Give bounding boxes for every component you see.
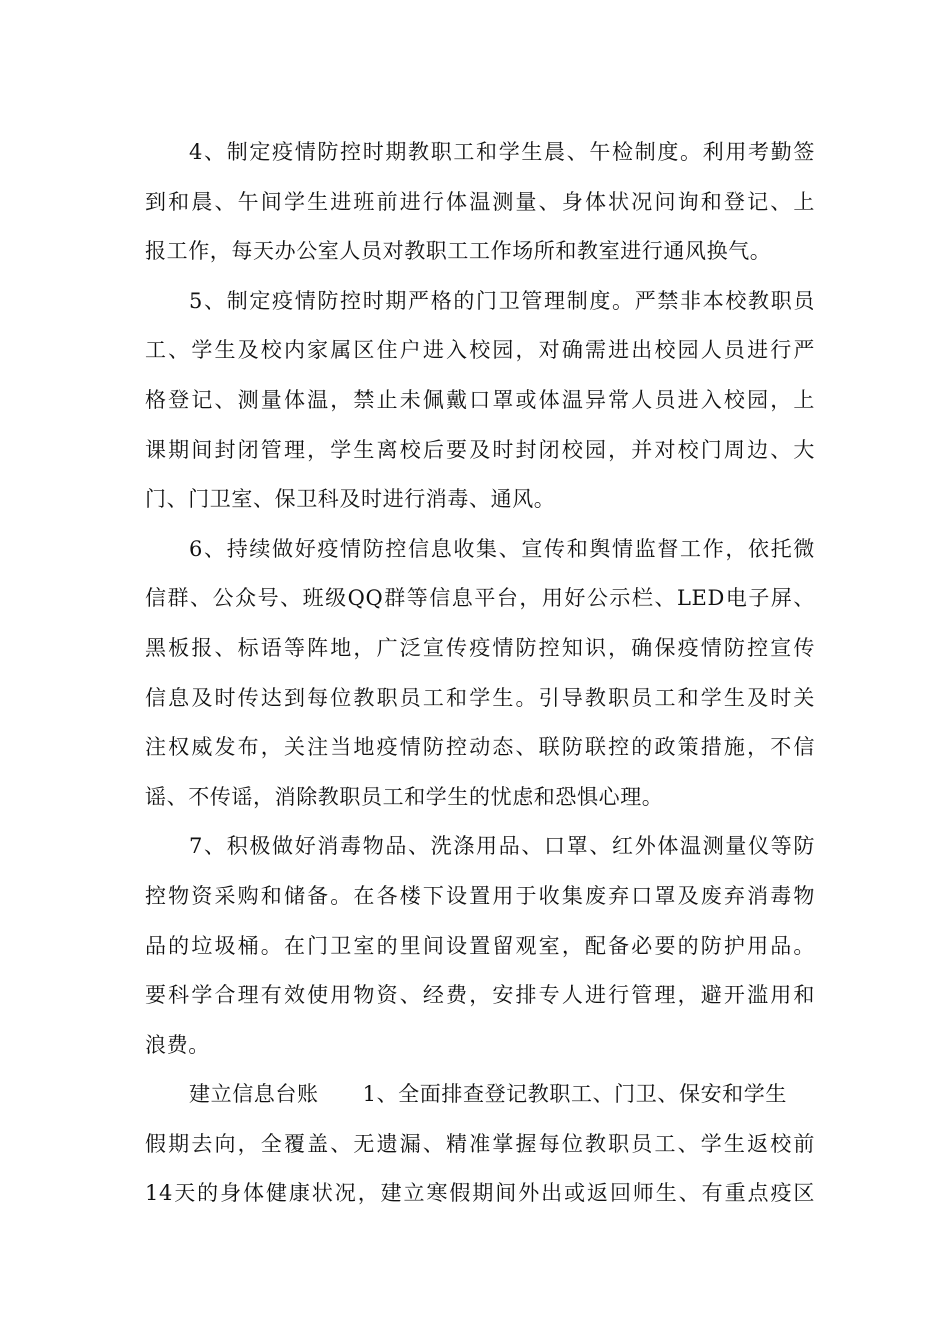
paragraph-line: 信群、公众号、班级QQ群等信息平台，用好公示栏、LED电子屏、 [145,586,815,611]
paragraph-text: 1、全面排查登记教职工、门卫、保安和学生 [362,1082,787,1107]
paragraph-5 [145,277,815,525]
paragraph-line: 格登记、测量体温，禁止未佩戴口罩或体温异常人员进入校园，上 [145,387,815,412]
paragraph-line: 控物资采购和储备。在各楼下设置用于收集废弃口罩及废弃消毒物 [145,883,815,908]
document-body [145,128,815,1219]
paragraph-line: 品的垃圾桶。在门卫室的里间设置留观室，配备必要的防护用品。 [145,933,815,958]
paragraph-info-ledger [145,1070,815,1219]
paragraph-line: 门、门卫室、保卫科及时进行消毒、通风。 [145,487,556,512]
paragraph-line: 谣、不传谣，消除教职员工和学生的忧虑和恐惧心理。 [145,784,664,809]
paragraph-line: 假期去向，全覆盖、无遗漏、精准掌握每位教职员工、学生返校前 [145,1131,815,1156]
paragraph-line: 报工作，每天办公室人员对教职工工作场所和教室进行通风换气。 [145,239,772,264]
paragraph-line [145,1070,815,1120]
paragraph-line: 信息及时传达到每位教职员工和学生。引导教职员工和学生及时关 [145,685,815,710]
paragraph-line: 注权威发布，关注当地疫情防控动态、联防联控的政策措施，不信 [145,735,815,760]
paragraph-4 [145,128,815,277]
paragraph-7 [145,822,815,1070]
paragraph-line: 到和晨、午间学生进班前进行体温测量、身体状况问询和登记、上 [145,189,815,214]
paragraph-line: 浪费。 [145,1032,210,1057]
paragraph-line: 6、持续做好疫情防控信息收集、宣传和舆情监督工作，依托微 [189,536,815,561]
section-heading: 建立信息台账 [189,1082,319,1107]
paragraph-line: 7、积极做好消毒物品、洗涤用品、口罩、红外体温测量仪等防 [189,834,815,859]
paragraph-line: 要科学合理有效使用物资、经费，安排专人进行管理，避开滥用和 [145,983,815,1008]
paragraph-line: 14天的身体健康状况，建立寒假期间外出或返回师生、有重点疫区 [145,1181,815,1206]
paragraph-line: 4、制定疫情防控时期教职工和学生晨、午检制度。利用考勤签 [189,140,815,164]
paragraph-line: 5、制定疫情防控时期严格的门卫管理制度。严禁非本校教职员 [189,288,815,313]
paragraph-6 [145,525,815,823]
paragraph-line: 黑板报、标语等阵地，广泛宣传疫情防控知识，确保疫情防控宣传 [145,635,815,660]
paragraph-line: 课期间封闭管理，学生离校后要及时封闭校园，并对校门周边、大 [145,437,815,462]
paragraph-line: 工、学生及校内家属区住户进入校园，对确需进出校园人员进行严 [145,338,815,363]
